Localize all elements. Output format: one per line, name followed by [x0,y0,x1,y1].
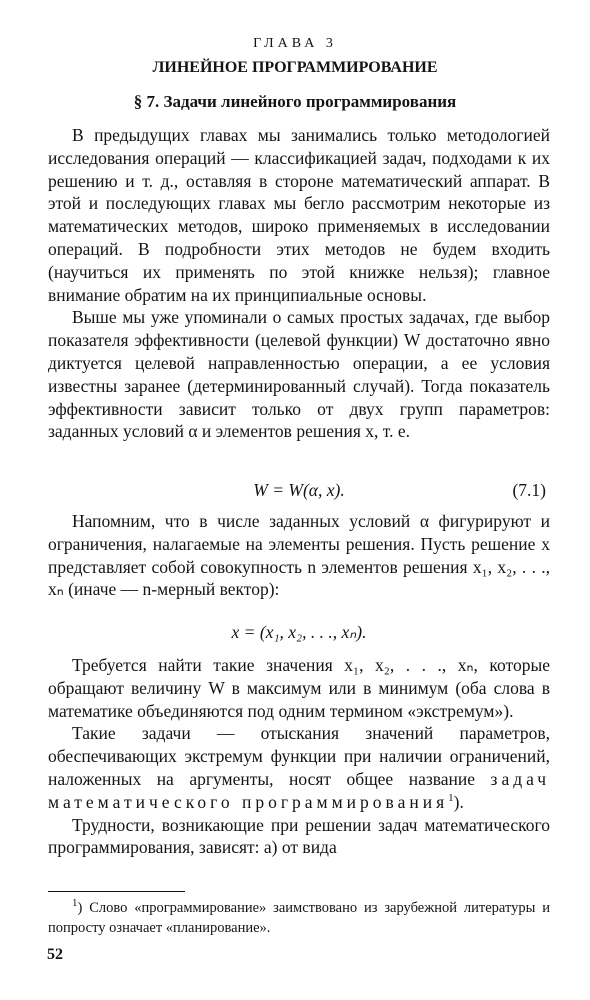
formula-7-1-expression: W = W(α, x). [253,480,345,500]
paragraph-5-text: Такие задачи — отыскания значений параметров, обеспечивающих экстремум функции при наличии ограничений, наложенных на аргументы, носят общее название [48,723,550,789]
chapter-label: ГЛАВА 3 [253,36,337,51]
paragraph-6: Трудности, возникающие при решении задач математического программирования, зависят: а) от вида [48,814,550,858]
text-block-2 [48,510,550,601]
text-block-3 [48,654,550,859]
chapter-title: ЛИНЕЙНОЕ ПРОГРАММИРОВАНИЕ [152,59,438,76]
formula-vector-expression: x = (x₁, x₂, . . ., xₙ). [231,622,367,642]
paragraph-5-spaced-term: задач математического программирования [48,768,550,812]
paragraph-4: Требуется найти такие значения x₁, x₂, . . ., xₙ, которые обращают величину W в максимум или в минимум (оба слова в математике объединяются под одним термином «экстремум»). [48,655,550,721]
paragraph-5 [48,722,550,813]
text-block-1 [48,124,550,443]
paragraph-2: Выше мы уже упоминали о самых простых задачах, где выбор показателя эффективности (целевой функции) W достаточно явно диктуется целевой направленностью операции, а ее условия известны заранее (детерминированный случай). Тогда показатель эффективности зависит только от двух групп параметров: заданных условий α и элементов решения x, т. е. [48,307,550,442]
paragraph-5-end: ). [453,791,464,812]
footnote-mark: 1 [72,897,78,910]
footnote-text: ) Слово «программирование» заимствовано из зарубежной литературы и попросту означает «планирование». [48,900,550,936]
formula-7-1-number: (7.1) [512,480,546,500]
section-title: § 7. Задачи линейного программирования [133,92,457,111]
paragraph-1: В предыдущих главах мы занимались только методологией исследования операций — классификацией задач, подходами к их решению и т. д., оставляя в стороне математический аппарат. В этой и последующих главах мы бегло рассмотрим некоторые из математических методов, широко применяемых в исследовании операций. В подробности этих методов не будем входить (научиться их применять по этой книжке нельзя); главное внимание обратим на их принципиальные основы. [48,125,550,305]
paragraph-3: Напомним, что в числе заданных условий α фигурируют и ограничения, налагаемые на элементы решения. Пусть решение x представляет собой совокупность n элементов решения x₁, x₂, . . ., xₙ (иначе — n-мерный вектор): [48,511,550,600]
page-number: 52 [47,946,63,963]
formula-vector [48,620,550,644]
footnote-reference: 1 [448,791,454,804]
formula-7-1 [48,478,550,502]
footnote [48,898,550,938]
footnote-divider [48,891,185,892]
